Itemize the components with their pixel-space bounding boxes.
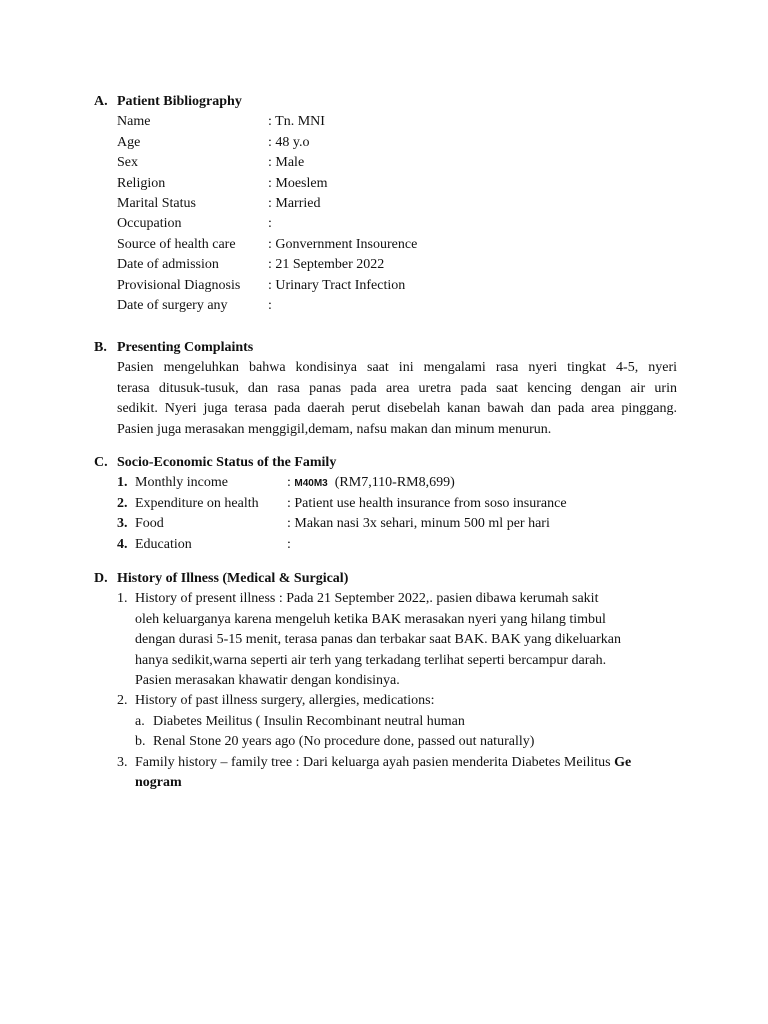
item-number: 3.: [117, 516, 128, 532]
field-row: [0, 235, 768, 255]
value-colon: :: [287, 536, 291, 552]
genogram-text-start: Ge: [614, 754, 632, 770]
income-range: (RM7,110-RM8,699): [334, 475, 455, 491]
field-label: Age: [117, 134, 141, 150]
field-row: [0, 112, 768, 132]
field-row: [0, 255, 768, 275]
item-label: Food: [135, 516, 164, 532]
sub-item: [0, 712, 768, 732]
item-label: Education: [135, 536, 192, 552]
item-value: [287, 494, 567, 514]
paragraph-line: dengan durasi 5-15 menit, terasa panas dan terbakar saat BAK. BAK yang dikeluarkan: [135, 632, 621, 648]
item-label: Expenditure on health: [135, 495, 259, 511]
field-value: : Male: [268, 155, 305, 171]
item-number: 3.: [117, 754, 128, 770]
item-value: [287, 514, 550, 534]
section-letter: D.: [94, 571, 108, 586]
field-value: : 48 y.o: [268, 134, 310, 150]
section-letter: A.: [94, 94, 108, 109]
field-row: [0, 194, 768, 214]
sub-letter: a.: [135, 713, 145, 729]
past-illness-label: History of past illness surgery, allergies, medications:: [135, 693, 435, 709]
history-item: [0, 753, 768, 773]
value-colon: :: [287, 516, 291, 532]
value-text: Makan nasi 3x sehari, minum 500 ml per hari: [294, 516, 550, 532]
field-label: Occupation: [117, 216, 182, 232]
section-title: Socio-Economic Status of the Family: [117, 455, 337, 470]
field-row: [0, 153, 768, 173]
section-heading: [0, 453, 768, 473]
field-value: : Married: [268, 195, 321, 211]
item-number: 1.: [117, 591, 128, 607]
field-row: [0, 214, 768, 234]
history-item: [0, 589, 768, 691]
food-row: [0, 514, 768, 534]
value-colon: :: [287, 495, 291, 511]
field-value: : Gonvernment Insourence: [268, 236, 418, 252]
field-label: Source of health care: [117, 236, 236, 252]
section-presenting-complaints: [0, 338, 768, 437]
family-history-label: Family history – family tree : Dari keluarga ayah pasien menderita Diabetes Meilitus: [135, 754, 615, 770]
sub-item: [0, 732, 768, 752]
genogram-text-end: nogram: [135, 774, 182, 790]
item-number: 4.: [117, 536, 128, 552]
item-number: 1.: [117, 475, 128, 491]
sub-text: Renal Stone 20 years ago (No procedure done, passed out naturally): [153, 734, 535, 750]
paragraph-line: Pasien juga merasakan menggigil,demam, nafsu makan dan minum menurun.: [117, 421, 552, 437]
field-label: Name: [117, 114, 151, 130]
field-value: : 21 September 2022: [268, 257, 385, 273]
item-number: 2.: [117, 693, 128, 709]
field-row: [0, 276, 768, 296]
value-colon: :: [287, 475, 291, 491]
history-item: [0, 691, 768, 711]
complaints-paragraph: [117, 358, 677, 440]
field-label: Date of admission: [117, 257, 219, 273]
section-socio-economic: [0, 453, 768, 555]
income-code: M40M3: [294, 478, 328, 490]
field-value: : Moeslem: [268, 175, 328, 191]
income-row: [0, 473, 768, 493]
section-letter: B.: [94, 340, 107, 355]
family-history-text: [135, 753, 631, 773]
paragraph-line: hanya sedikit,warna seperti air terh yang terkadang terlihat seperti bercampur darah.: [135, 652, 607, 668]
field-label: Provisional Diagnosis: [117, 277, 241, 293]
paragraph-line: Pasien merasakan khawatir dengan kondisinya.: [135, 672, 400, 688]
field-row: [0, 296, 768, 316]
sub-letter: b.: [135, 734, 146, 750]
item-value: [287, 535, 291, 555]
education-row: [0, 535, 768, 555]
field-label: Sex: [117, 155, 138, 171]
field-row: [0, 133, 768, 153]
item-number: 2.: [117, 495, 128, 511]
expenditure-row: [0, 494, 768, 514]
sub-text: Diabetes Meilitus ( Insulin Recombinant neutral human: [153, 713, 465, 729]
section-title: Patient Bibliography: [117, 94, 242, 109]
paragraph-line: Pasien mengeluhkan bahwa kondisinya saat ini mengalami rasa nyeri tingkat 4-5, nyeri: [117, 360, 677, 376]
field-row: [0, 174, 768, 194]
paragraph-line: History of present illness : Pada 21 September 2022,. pasien dibawa kerumah sakit: [135, 591, 599, 607]
paragraph-line: terasa ditusuk-tusuk, dan rasa panas pada area uretra pada saat kencing dengan air urin: [117, 380, 677, 396]
section-history-of-illness: [0, 569, 768, 793]
field-value: :: [268, 297, 272, 313]
section-patient-bibliography: [0, 92, 768, 316]
field-value: : Tn. MNI: [268, 114, 325, 130]
field-label: Date of surgery any: [117, 297, 228, 313]
item-label: Monthly income: [135, 475, 228, 491]
field-value: : Urinary Tract Infection: [268, 277, 406, 293]
field-label: Religion: [117, 175, 166, 191]
value-text: Patient use health insurance from soso insurance: [294, 495, 567, 511]
field-value: :: [268, 216, 272, 232]
paragraph-line: sedikit. Nyeri juga terasa pada daerah perut disebelah kanan bawah dan pada area pinggang.: [117, 401, 677, 417]
section-title: Presenting Complaints: [117, 340, 254, 355]
section-title: History of Illness (Medical & Surgical): [117, 571, 349, 586]
item-value: [287, 473, 455, 494]
section-heading: [0, 338, 768, 358]
section-letter: C.: [94, 455, 108, 470]
section-heading: [0, 569, 768, 589]
paragraph-line: oleh keluarganya karena mengeluh ketika BAK merasakan nyeri yang hilang timbul: [135, 611, 606, 627]
present-illness-text: [135, 589, 768, 691]
section-heading: [0, 92, 768, 112]
field-label: Marital Status: [117, 195, 196, 211]
history-item-continuation: [0, 773, 768, 793]
